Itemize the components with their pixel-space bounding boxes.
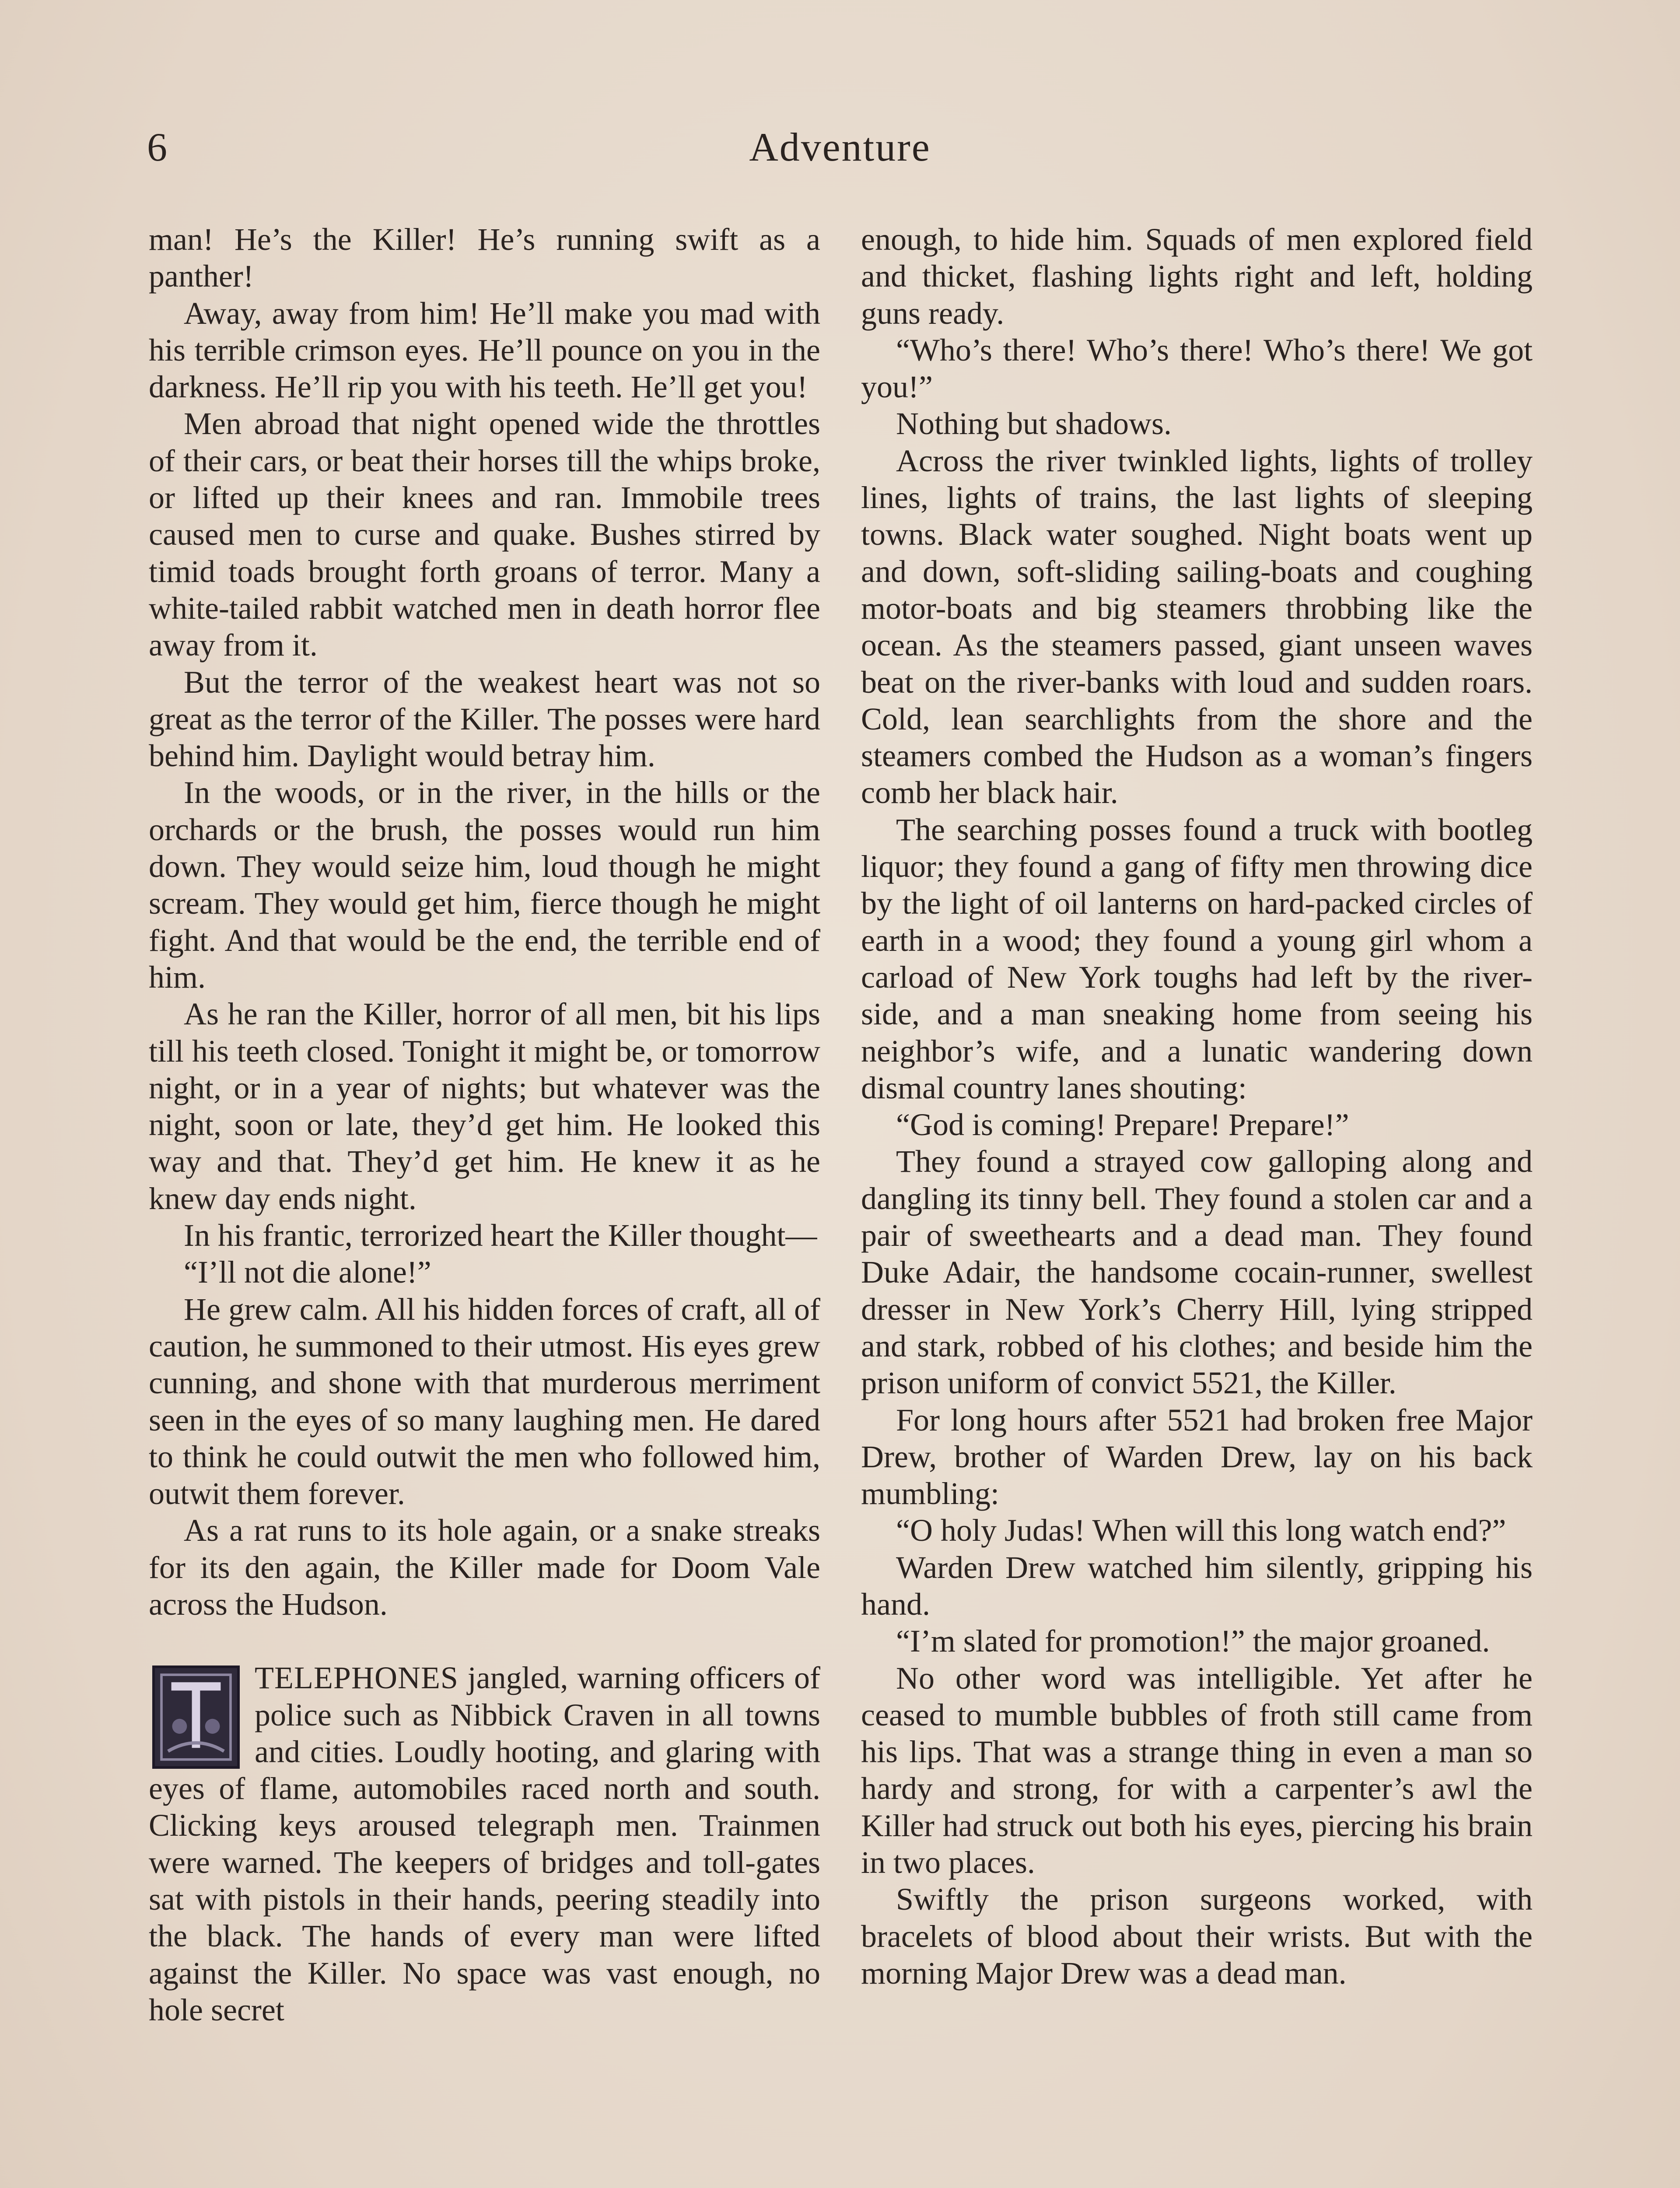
section-opening-paragraph <box>149 1659 820 2028</box>
page-number: 6 <box>147 125 168 169</box>
paragraph: In the woods, or in the river, in the hills or the orchards or the brush, the posses would run him down. They would seize him, loud though he might scream. They would get him, fierce though he might fight. And that would be the end, the terrible end of him. <box>149 775 820 995</box>
section-break <box>149 1623 820 1659</box>
paragraph: Swiftly the prison surgeons worked, with bracelets of blood about their wrists. But with the morning Major Drew was a dead man. <box>861 1882 1533 1991</box>
section-opening-text: jangled, warning officers of police such as Nibbick Craven in all towns and cities. Loudly hooting, and glaring with eyes of flame, automobiles raced north and south. Clicking keys aroused telegraph men. Trainmen were warned. The keepers of bridges and toll-gates sat with pistols in their hands, peering steadily into the black. The hands of every man were lifted against the Killer. No space was vast enough, no hole secret <box>149 1660 820 2027</box>
paragraph: “Who’s there! Who’s there! Who’s there! We got you!” <box>861 332 1533 405</box>
paragraph: “I’ll not die alone!” <box>184 1255 431 1290</box>
running-head-title: Adventure <box>749 125 931 169</box>
paragraph: Across the river twinkled lights, lights of trolley lines, lights of trains, the last lights of sleeping towns. Black water soughed. Night boats went up and down, soft-sliding sailing-boats and coughing motor-boats and big steamers throbbing like the ocean. As the steamers passed, giant unseen waves beat on the river-banks with loud and sudden roars. Cold, lean searchlights from the shore and the steamers combed the Hudson as a woman’s fingers comb her black hair. <box>861 443 1533 810</box>
paragraph: As he ran the Killer, horror of all men, bit his lips till his teeth closed. Tonight it might be, or tomorrow night, or in a year of nights; but whatever was the night, soon or late, they’d get him. He looked this way and that. They’d get him. He knew it as he knew day ends night. <box>149 996 820 1216</box>
right-text-column <box>861 221 1533 1992</box>
paragraph: “O holy Judas! When will this long watch end?” <box>896 1513 1506 1548</box>
paragraph: For long hours after 5521 had broken free Major Drew, brother of Warden Drew, lay on his back mumbling: <box>861 1402 1533 1511</box>
paragraph: The searching posses found a truck with bootleg liquor; they found a gang of fifty men throwing dice by the light of oil lanterns on hard-packed circles of earth in a wood; they found a young girl whom a carload of New York toughs had left by the river-side, and a man sneaking home from seeing his neighbor’s wife, and a lunatic wandering down dismal country lanes shouting: <box>861 812 1533 1105</box>
paragraph: Away, away from him! He’ll make you mad with his terrible crimson eyes. He’ll pounce on you in the darkness. He’ll rip you with his teeth. He’ll get you! <box>149 295 820 405</box>
ornamental-dropcap-icon <box>152 1666 240 1769</box>
paragraph: In his frantic, terrorized heart the Killer thought— <box>184 1218 817 1253</box>
paragraph: enough, to hide him. Squads of men explored field and thicket, flashing lights right and left, holding guns ready. <box>861 222 1533 331</box>
paragraph: He grew calm. All his hidden forces of craft, all of caution, he summoned to their utmost. His eyes grew cunning, and shone with that murderous merriment seen in the eyes of so many laughing men. He dared to think he could outwit the men who followed him, outwit them forever. <box>149 1291 820 1511</box>
paragraph: As a rat runs to its hole again, or a snake streaks for its den again, the Killer made for Doom Vale across the Hudson. <box>149 1513 820 1622</box>
paragraph: “God is coming! Prepare! Prepare!” <box>896 1107 1349 1143</box>
paragraph: Men abroad that night opened wide the throttles of their cars, or beat their horses till the whips broke, or lifted up their knees and ran. Immobile trees caused men to curse and quake. Bushes stirred by timid toads brought forth groans of terror. Many a white-tailed rabbit watched men in death horror flee away from it. <box>149 406 820 663</box>
paragraph: man! He’s the Killer! He’s running swift as a panther! <box>149 222 820 294</box>
paragraph: Nothing but shadows. <box>896 406 1172 442</box>
section-lead-word: TELEPHONES <box>255 1660 458 1696</box>
left-text-column <box>149 221 820 2028</box>
paragraph: No other word was intelligible. Yet after he ceased to mumble bubbles of froth still came from his lips. That was a strange thing in even a man so hardy and strong, for with a carpenter’s awl the Killer had struck out both his eyes, piercing his brain in two places. <box>861 1660 1533 1880</box>
paragraph: They found a strayed cow galloping along and dangling its tinny bell. They found a stolen car and a pair of sweethearts and a dead man. They found Duke Adair, the handsome cocain-runner, swellest dresser in New York’s Cherry Hill, lying stripped and stark, robbed of his clothes; and beside him the prison uniform of convict 5521, the Killer. <box>861 1144 1533 1401</box>
paragraph: “I’m slated for promotion!” the major groaned. <box>896 1623 1490 1659</box>
paragraph: But the terror of the weakest heart was not so great as the terror of the Killer. The posses were hard behind him. Daylight would betray him. <box>149 664 820 774</box>
paragraph: Warden Drew watched him silently, gripping his hand. <box>861 1550 1533 1622</box>
